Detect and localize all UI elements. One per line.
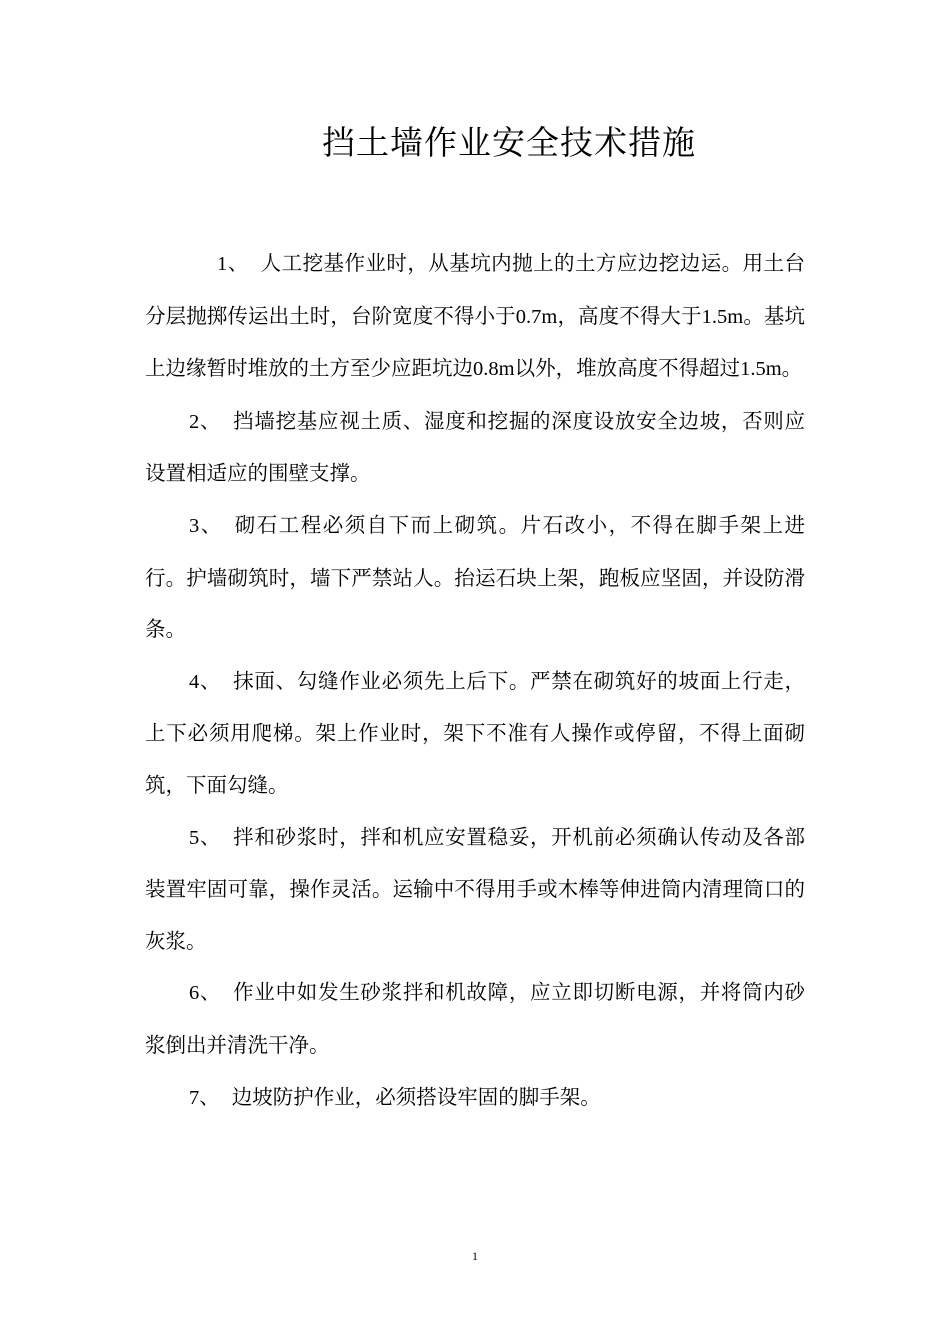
paragraph-2-text: 挡墙挖基应视土质、湿度和挖掘的深度设放安全边坡，否则应设置相适应的围壁支撑。 [145, 408, 806, 486]
paragraph-6-number: 6、 [189, 982, 222, 1005]
paragraph-5 [145, 812, 805, 968]
paragraph-1-value-b: 1.5m [701, 305, 744, 328]
paragraph-1-value-c: 0.8m [473, 358, 515, 381]
paragraph-5-number: 5、 [189, 826, 222, 849]
paragraph-4-text: 抹面、勾缝作业必须先上后下。严禁在砌筑好的坡面上行走，上下必须用爬梯。架上作业时，架下不准有人操作或停留，不得上面砌筑，下面勾缝。 [145, 668, 806, 797]
paragraph-7 [145, 1072, 805, 1125]
paragraph-1-text-a: 人工挖基作业时，从基坑内抛上的土方应边挖边运。用土台分层抛掷传运出土时，台阶宽度不得小于 [145, 251, 806, 328]
paragraph-1-number: 1、 [217, 253, 249, 275]
paragraph-1-text-d: 以外，堆放高度不得超过 [514, 356, 741, 381]
paragraph-3-number: 3、 [189, 514, 223, 537]
paragraph-4 [145, 656, 805, 812]
paragraph-3 [145, 500, 805, 656]
paragraph-1-text-e: 。 [781, 356, 803, 381]
paragraph-2-number: 2、 [189, 410, 222, 433]
paragraph-4-number: 4、 [189, 670, 222, 693]
paragraph-5-text: 拌和砂浆时，拌和机应安置稳妥，开机前必须确认传动及各部装置牢固可靠，操作灵活。运输中不得用手或木棒等伸进筒内清理筒口的灰浆。 [145, 824, 806, 953]
paragraph-1-text-c: 。基坑上边缘暂时堆放的土方至少应距坑边 [145, 303, 806, 381]
paragraph-7-number: 7、 [189, 1086, 220, 1109]
document-body [145, 238, 805, 1124]
paragraph-1-value-a: 0.7m [515, 305, 558, 328]
paragraph-6 [145, 967, 805, 1071]
page-number: 1 [472, 1249, 478, 1263]
paragraph-2 [145, 396, 805, 500]
paragraph-1-value-d: 1.5m [740, 358, 782, 381]
paragraph-1-text-b: ，高度不得大于 [557, 303, 702, 328]
paragraph-7-text: 边坡防护作业，必须搭设牢固的脚手架。 [231, 1084, 601, 1109]
document-title: 挡土墙作业安全技术措施 [322, 123, 696, 162]
paragraph-6-text: 作业中如发生砂浆拌和机故障，应立即切断电源，并将筒内砂浆倒出并清洗干净。 [145, 980, 806, 1057]
paragraph-3-text: 砌石工程必须自下而上砌筑。片石改小，不得在脚手架上进行。护墙砌筑时，墙下严禁站人。抬运石块上架，跑板应坚固，并设防滑条。 [145, 512, 806, 642]
paragraph-1 [145, 238, 805, 396]
